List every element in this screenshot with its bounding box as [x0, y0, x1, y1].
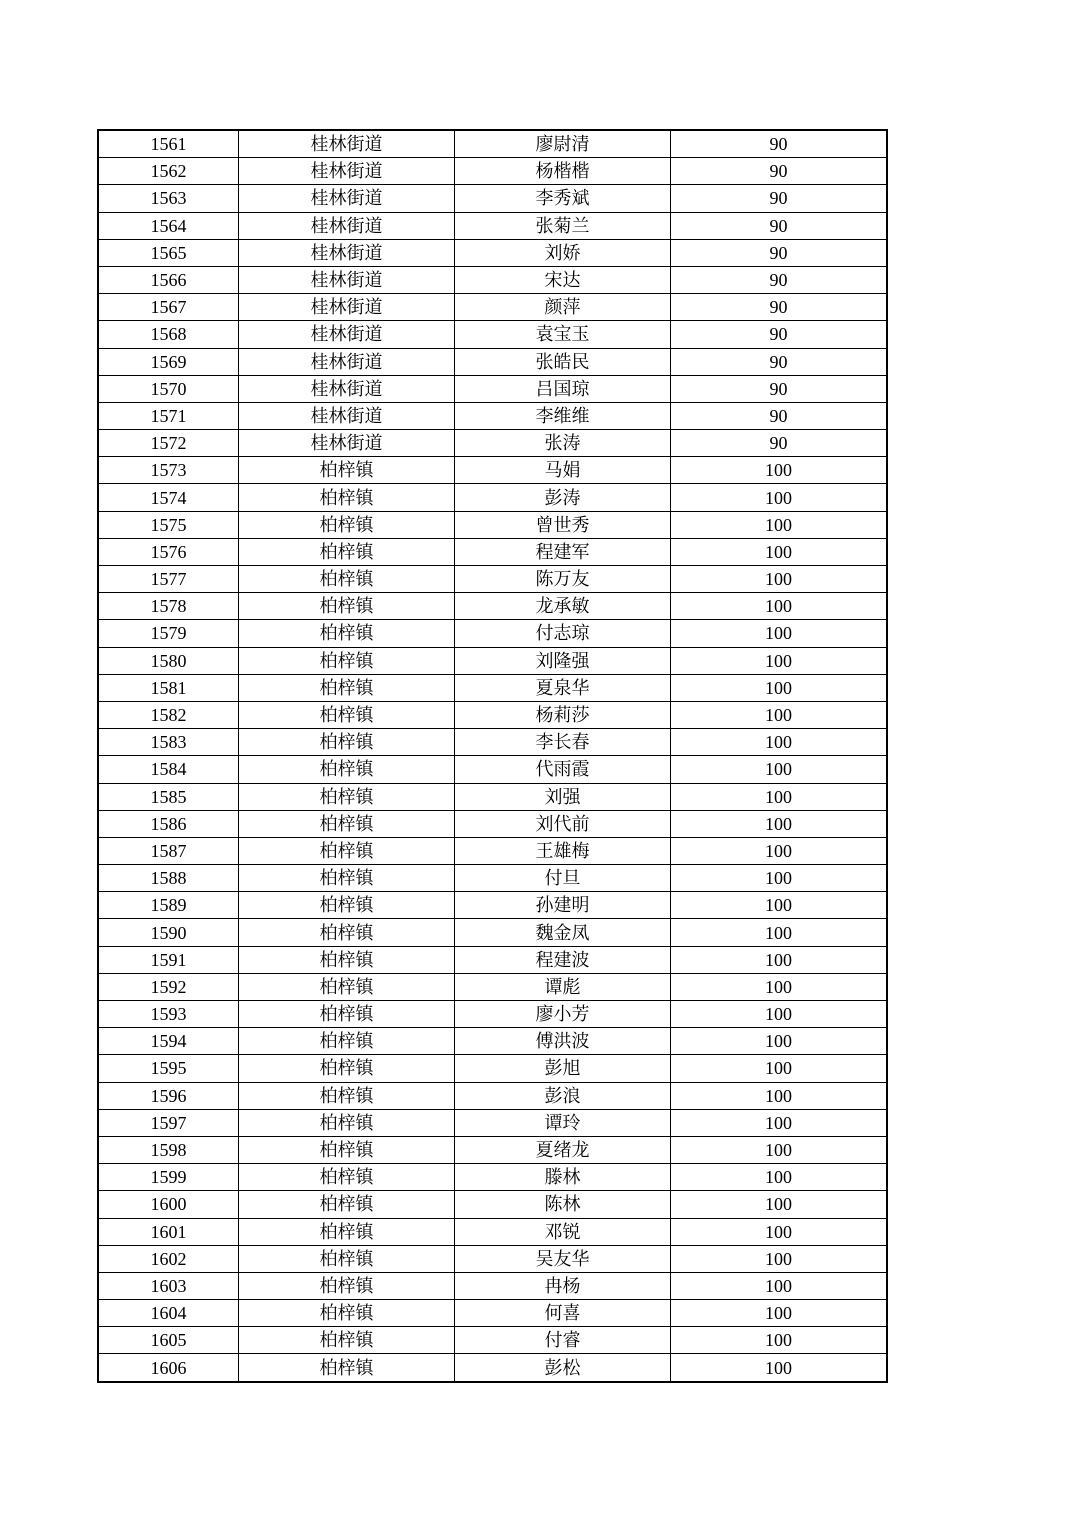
town-cell: 桂林街道 — [239, 185, 455, 212]
town-cell: 桂林街道 — [239, 212, 455, 239]
amount-cell: 100 — [671, 1218, 888, 1245]
row-number-cell: 1583 — [98, 729, 239, 756]
table-row — [98, 457, 887, 484]
amount-cell: 100 — [671, 1272, 888, 1299]
amount-cell: 100 — [671, 1245, 888, 1272]
amount-cell: 100 — [671, 566, 888, 593]
table-row — [98, 756, 887, 783]
amount-cell: 100 — [671, 1300, 888, 1327]
person-name-cell: 曾世秀 — [455, 511, 671, 538]
town-cell: 柏梓镇 — [239, 1082, 455, 1109]
table-row — [98, 130, 887, 158]
table-row — [98, 1109, 887, 1136]
row-number-cell: 1578 — [98, 593, 239, 620]
town-cell: 桂林街道 — [239, 158, 455, 185]
amount-cell: 100 — [671, 1327, 888, 1354]
row-number-cell: 1572 — [98, 430, 239, 457]
amount-cell: 100 — [671, 1109, 888, 1136]
table-row — [98, 1028, 887, 1055]
person-name-cell: 李秀斌 — [455, 185, 671, 212]
row-number-cell: 1589 — [98, 892, 239, 919]
person-name-cell: 张皓民 — [455, 348, 671, 375]
row-number-cell: 1570 — [98, 375, 239, 402]
amount-cell: 100 — [671, 1164, 888, 1191]
row-number-cell: 1579 — [98, 620, 239, 647]
person-name-cell: 刘代前 — [455, 810, 671, 837]
amount-cell: 100 — [671, 946, 888, 973]
row-number-cell: 1575 — [98, 511, 239, 538]
town-cell: 柏梓镇 — [239, 647, 455, 674]
row-number-cell: 1571 — [98, 402, 239, 429]
person-name-cell: 袁宝玉 — [455, 321, 671, 348]
town-cell: 柏梓镇 — [239, 919, 455, 946]
person-name-cell: 陈万友 — [455, 566, 671, 593]
amount-cell: 100 — [671, 1028, 888, 1055]
person-name-cell: 宋达 — [455, 266, 671, 293]
table-row — [98, 212, 887, 239]
town-cell: 柏梓镇 — [239, 538, 455, 565]
row-number-cell: 1562 — [98, 158, 239, 185]
amount-cell: 90 — [671, 430, 888, 457]
table-row — [98, 810, 887, 837]
person-name-cell: 吕国琼 — [455, 375, 671, 402]
row-number-cell: 1602 — [98, 1245, 239, 1272]
town-cell: 柏梓镇 — [239, 593, 455, 620]
town-cell: 柏梓镇 — [239, 511, 455, 538]
amount-cell: 90 — [671, 185, 888, 212]
town-cell: 柏梓镇 — [239, 783, 455, 810]
person-name-cell: 冉杨 — [455, 1272, 671, 1299]
row-number-cell: 1582 — [98, 701, 239, 728]
row-number-cell: 1587 — [98, 837, 239, 864]
amount-cell: 90 — [671, 375, 888, 402]
person-name-cell: 李维维 — [455, 402, 671, 429]
amount-cell: 100 — [671, 892, 888, 919]
row-number-cell: 1573 — [98, 457, 239, 484]
row-number-cell: 1564 — [98, 212, 239, 239]
town-cell: 柏梓镇 — [239, 810, 455, 837]
person-name-cell: 王雄梅 — [455, 837, 671, 864]
person-name-cell: 刘娇 — [455, 239, 671, 266]
town-cell: 柏梓镇 — [239, 566, 455, 593]
table-row — [98, 892, 887, 919]
table-row — [98, 973, 887, 1000]
person-name-cell: 彭旭 — [455, 1055, 671, 1082]
row-number-cell: 1586 — [98, 810, 239, 837]
row-number-cell: 1606 — [98, 1354, 239, 1382]
row-number-cell: 1584 — [98, 756, 239, 783]
table-row — [98, 185, 887, 212]
table-row — [98, 837, 887, 864]
row-number-cell: 1581 — [98, 674, 239, 701]
table-row — [98, 1164, 887, 1191]
person-name-cell: 傅洪波 — [455, 1028, 671, 1055]
table-row — [98, 321, 887, 348]
person-name-cell: 谭玲 — [455, 1109, 671, 1136]
town-cell: 柏梓镇 — [239, 1354, 455, 1382]
amount-cell: 100 — [671, 837, 888, 864]
person-name-cell: 魏金凤 — [455, 919, 671, 946]
table-body — [98, 130, 887, 1382]
amount-cell: 90 — [671, 294, 888, 321]
row-number-cell: 1599 — [98, 1164, 239, 1191]
person-name-cell: 刘强 — [455, 783, 671, 810]
person-name-cell: 刘隆强 — [455, 647, 671, 674]
table-row — [98, 919, 887, 946]
person-name-cell: 彭浪 — [455, 1082, 671, 1109]
amount-cell: 100 — [671, 511, 888, 538]
amount-cell: 100 — [671, 919, 888, 946]
town-cell: 桂林街道 — [239, 130, 455, 158]
town-cell: 桂林街道 — [239, 239, 455, 266]
row-number-cell: 1565 — [98, 239, 239, 266]
town-cell: 柏梓镇 — [239, 457, 455, 484]
town-cell: 桂林街道 — [239, 402, 455, 429]
table-row — [98, 674, 887, 701]
row-number-cell: 1569 — [98, 348, 239, 375]
person-name-cell: 张菊兰 — [455, 212, 671, 239]
table-row — [98, 348, 887, 375]
table-row — [98, 1001, 887, 1028]
person-name-cell: 程建军 — [455, 538, 671, 565]
table-row — [98, 566, 887, 593]
row-number-cell: 1605 — [98, 1327, 239, 1354]
town-cell: 柏梓镇 — [239, 1218, 455, 1245]
person-name-cell: 邓锐 — [455, 1218, 671, 1245]
amount-cell: 90 — [671, 239, 888, 266]
row-number-cell: 1597 — [98, 1109, 239, 1136]
table-row — [98, 1191, 887, 1218]
table-row — [98, 266, 887, 293]
town-cell: 柏梓镇 — [239, 973, 455, 1000]
town-cell: 桂林街道 — [239, 430, 455, 457]
table-row — [98, 1055, 887, 1082]
town-cell: 柏梓镇 — [239, 1327, 455, 1354]
amount-cell: 100 — [671, 457, 888, 484]
table-row — [98, 430, 887, 457]
person-name-cell: 陈林 — [455, 1191, 671, 1218]
town-cell: 柏梓镇 — [239, 1028, 455, 1055]
amount-cell: 100 — [671, 647, 888, 674]
person-name-cell: 吴友华 — [455, 1245, 671, 1272]
person-name-cell: 廖小芳 — [455, 1001, 671, 1028]
town-cell: 柏梓镇 — [239, 756, 455, 783]
row-number-cell: 1603 — [98, 1272, 239, 1299]
person-name-cell: 彭涛 — [455, 484, 671, 511]
amount-cell: 90 — [671, 212, 888, 239]
town-cell: 柏梓镇 — [239, 1136, 455, 1163]
row-number-cell: 1595 — [98, 1055, 239, 1082]
row-number-cell: 1577 — [98, 566, 239, 593]
table-row — [98, 1082, 887, 1109]
town-cell: 柏梓镇 — [239, 620, 455, 647]
row-number-cell: 1591 — [98, 946, 239, 973]
person-name-cell: 谭彪 — [455, 973, 671, 1000]
amount-cell: 100 — [671, 1191, 888, 1218]
table-row — [98, 511, 887, 538]
amount-cell: 100 — [671, 1354, 888, 1382]
row-number-cell: 1561 — [98, 130, 239, 158]
amount-cell: 100 — [671, 593, 888, 620]
town-cell: 柏梓镇 — [239, 1300, 455, 1327]
person-name-cell: 付志琼 — [455, 620, 671, 647]
person-name-cell: 代雨霞 — [455, 756, 671, 783]
row-number-cell: 1598 — [98, 1136, 239, 1163]
table-row — [98, 865, 887, 892]
table-row — [98, 294, 887, 321]
town-cell: 柏梓镇 — [239, 1055, 455, 1082]
amount-cell: 100 — [671, 865, 888, 892]
town-cell: 桂林街道 — [239, 321, 455, 348]
town-cell: 柏梓镇 — [239, 1001, 455, 1028]
person-name-cell: 颜萍 — [455, 294, 671, 321]
amount-cell: 100 — [671, 729, 888, 756]
table-row — [98, 701, 887, 728]
person-name-cell: 马娟 — [455, 457, 671, 484]
table-row — [98, 1354, 887, 1382]
table-row — [98, 239, 887, 266]
table-row — [98, 1136, 887, 1163]
person-name-cell: 杨莉莎 — [455, 701, 671, 728]
amount-cell: 90 — [671, 158, 888, 185]
row-number-cell: 1601 — [98, 1218, 239, 1245]
person-name-cell: 何喜 — [455, 1300, 671, 1327]
row-number-cell: 1604 — [98, 1300, 239, 1327]
town-cell: 桂林街道 — [239, 375, 455, 402]
table-row — [98, 484, 887, 511]
row-number-cell: 1585 — [98, 783, 239, 810]
amount-cell: 100 — [671, 620, 888, 647]
table-row — [98, 1272, 887, 1299]
amount-cell: 100 — [671, 484, 888, 511]
amount-cell: 100 — [671, 756, 888, 783]
amount-cell: 100 — [671, 1136, 888, 1163]
town-cell: 柏梓镇 — [239, 865, 455, 892]
person-name-cell: 夏绪龙 — [455, 1136, 671, 1163]
town-cell: 柏梓镇 — [239, 946, 455, 973]
table-row — [98, 402, 887, 429]
town-cell: 柏梓镇 — [239, 484, 455, 511]
person-name-cell: 龙承敏 — [455, 593, 671, 620]
town-cell: 柏梓镇 — [239, 1109, 455, 1136]
person-name-cell: 杨楷楷 — [455, 158, 671, 185]
town-cell: 柏梓镇 — [239, 674, 455, 701]
person-name-cell: 付睿 — [455, 1327, 671, 1354]
person-name-cell: 程建波 — [455, 946, 671, 973]
amount-cell: 100 — [671, 701, 888, 728]
town-cell: 桂林街道 — [239, 266, 455, 293]
row-number-cell: 1574 — [98, 484, 239, 511]
amount-cell: 100 — [671, 1001, 888, 1028]
data-table — [97, 129, 888, 1383]
table-row — [98, 1245, 887, 1272]
town-cell: 桂林街道 — [239, 294, 455, 321]
amount-cell: 100 — [671, 1082, 888, 1109]
town-cell: 柏梓镇 — [239, 701, 455, 728]
town-cell: 柏梓镇 — [239, 1191, 455, 1218]
table-row — [98, 647, 887, 674]
row-number-cell: 1590 — [98, 919, 239, 946]
row-number-cell: 1576 — [98, 538, 239, 565]
row-number-cell: 1563 — [98, 185, 239, 212]
town-cell: 柏梓镇 — [239, 1245, 455, 1272]
person-name-cell: 付旦 — [455, 865, 671, 892]
row-number-cell: 1588 — [98, 865, 239, 892]
person-name-cell: 夏泉华 — [455, 674, 671, 701]
row-number-cell: 1580 — [98, 647, 239, 674]
row-number-cell: 1600 — [98, 1191, 239, 1218]
amount-cell: 90 — [671, 321, 888, 348]
row-number-cell: 1594 — [98, 1028, 239, 1055]
person-name-cell: 滕林 — [455, 1164, 671, 1191]
table-row — [98, 729, 887, 756]
person-name-cell: 孙建明 — [455, 892, 671, 919]
town-cell: 柏梓镇 — [239, 1164, 455, 1191]
table-row — [98, 783, 887, 810]
amount-cell: 100 — [671, 973, 888, 1000]
person-name-cell: 张涛 — [455, 430, 671, 457]
row-number-cell: 1566 — [98, 266, 239, 293]
amount-cell: 100 — [671, 1055, 888, 1082]
table-row — [98, 620, 887, 647]
person-name-cell: 李长春 — [455, 729, 671, 756]
town-cell: 柏梓镇 — [239, 729, 455, 756]
table-row — [98, 1327, 887, 1354]
table-row — [98, 158, 887, 185]
amount-cell: 90 — [671, 130, 888, 158]
amount-cell: 100 — [671, 783, 888, 810]
row-number-cell: 1567 — [98, 294, 239, 321]
town-cell: 桂林街道 — [239, 348, 455, 375]
amount-cell: 100 — [671, 810, 888, 837]
row-number-cell: 1568 — [98, 321, 239, 348]
row-number-cell: 1596 — [98, 1082, 239, 1109]
table-row — [98, 1218, 887, 1245]
table-row — [98, 538, 887, 565]
table-row — [98, 946, 887, 973]
amount-cell: 90 — [671, 266, 888, 293]
row-number-cell: 1593 — [98, 1001, 239, 1028]
table-row — [98, 375, 887, 402]
town-cell: 柏梓镇 — [239, 892, 455, 919]
amount-cell: 90 — [671, 402, 888, 429]
person-name-cell: 彭松 — [455, 1354, 671, 1382]
row-number-cell: 1592 — [98, 973, 239, 1000]
town-cell: 柏梓镇 — [239, 837, 455, 864]
table-row — [98, 1300, 887, 1327]
town-cell: 柏梓镇 — [239, 1272, 455, 1299]
amount-cell: 100 — [671, 538, 888, 565]
amount-cell: 100 — [671, 674, 888, 701]
table-row — [98, 593, 887, 620]
amount-cell: 90 — [671, 348, 888, 375]
person-name-cell: 廖尉清 — [455, 130, 671, 158]
